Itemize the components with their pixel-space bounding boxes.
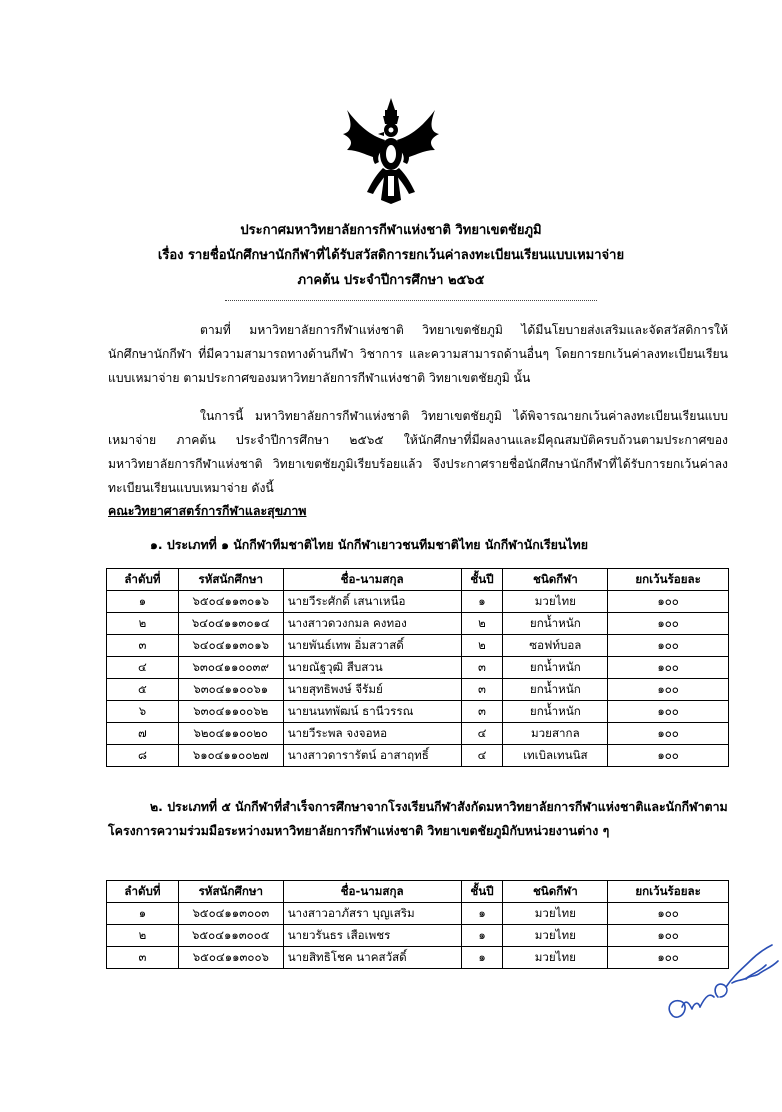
cell-order: ๘ bbox=[107, 745, 179, 767]
table-header-row bbox=[107, 569, 729, 591]
header-order: ลำดับที่ bbox=[107, 569, 179, 591]
cell-student-id: ๖๔๐๔๑๑๓๐๑๔ bbox=[178, 613, 283, 635]
cell-exemption: ๑๐๐ bbox=[608, 701, 729, 723]
table-row bbox=[107, 613, 729, 635]
cell-year: ๒ bbox=[461, 635, 503, 657]
section-2-title-text: ๒. ประเภทที่ ๕ นักกีฬาที่สำเร็จการศึกษาจากโรงเรียนกีฬาสังกัดมหาวิทยาลัยการกีฬาแห่งชาติและนักกีฬาตามโครงการความร่วมมือระหว่างมหาวิทยาลัยการกีฬาแห่งชาติ วิทยาเขตชัยภูมิกับหน่วยงานต่าง ๆ bbox=[108, 799, 728, 838]
paragraph-decision-text: ในการนี้ มหาวิทยาลัยการกีฬาแห่งชาติ วิทยาเขตชัยภูมิ ได้พิจารณายกเว้นค่าลงทะเบียนเรียนแบบเหมาจ่าย ภาคต้น ประจำปีการศึกษา ๒๕๖๕ ให้นักศึกษาที่มีผลงานและมีคุณสมบัติครบถ้วนตามประกาศของมหาวิทยาลัยการกีฬาแห่งชาติ วิทยาเขตชัยภูมิเรียบร้อยแล้ว จึงประกาศรายชื่อนักศึกษานักกีฬาที่ได้รับการยกเว้นค่าลงทะเบียนเรียนแบบเหมาจ่าย ดังนี้ bbox=[108, 409, 728, 495]
cell-order: ๑ bbox=[107, 903, 179, 925]
cell-year: ๑ bbox=[461, 591, 503, 613]
cell-order: ๖ bbox=[107, 701, 179, 723]
table-row bbox=[107, 679, 729, 701]
cell-full-name: นายวีระพล จงจอหอ bbox=[283, 723, 461, 745]
cell-exemption: ๑๐๐ bbox=[608, 903, 729, 925]
cell-sport: มวยไทย bbox=[503, 925, 608, 947]
section-1-title: ๑. ประเภทที่ ๑ นักกีฬาทีมชาติไทย นักกีฬาเยาวชนทีมชาติไทย นักกีฬานักเรียนไทย bbox=[150, 537, 588, 552]
cell-exemption: ๑๐๐ bbox=[608, 613, 729, 635]
announcement-title: ประกาศมหาวิทยาลัยการกีฬาแห่งชาติ วิทยาเขตชัยภูมิ bbox=[240, 223, 542, 238]
cell-order: ๔ bbox=[107, 657, 179, 679]
cell-order: ๒ bbox=[107, 613, 179, 635]
paragraph-intro-text: ตามที่ มหาวิทยาลัยการกีฬาแห่งชาติ วิทยาเขตชัยภูมิ ได้มีนโยบายส่งเสริมและจัดสวัสดิการให้นักศึกษานักกีฬา ที่มีความสามารถทางด้านกีฬา วิชาการ และความสามารถด้านอื่นๆ โดยการยกเว้นค่าลงทะเบียนเรียนแบบเหมาจ่าย ตามประกาศของมหาวิทยาลัยการกีฬาแห่งชาติ วิทยาเขตชัยภูมิ นั้น bbox=[108, 323, 728, 385]
cell-year: ๒ bbox=[461, 613, 503, 635]
cell-order: ๒ bbox=[107, 925, 179, 947]
cell-order: ๓ bbox=[107, 947, 179, 969]
cell-order: ๗ bbox=[107, 723, 179, 745]
cell-sport: ยกน้ำหนัก bbox=[503, 657, 608, 679]
table-row bbox=[107, 745, 729, 767]
students-table-2 bbox=[106, 880, 729, 969]
cell-sport: มวยไทย bbox=[503, 947, 608, 969]
header-year: ชั้นปี bbox=[461, 569, 503, 591]
students-table-1 bbox=[106, 568, 729, 767]
cell-full-name: นายณัฐวุฒิ สืบสวน bbox=[283, 657, 461, 679]
cell-student-id: ๖๒๐๔๑๑๐๐๒๐ bbox=[178, 723, 283, 745]
garuda-emblem-icon bbox=[341, 96, 441, 206]
cell-year: ๓ bbox=[461, 679, 503, 701]
header-student-id: รหัสนักศึกษา bbox=[178, 881, 283, 903]
cell-exemption: ๑๐๐ bbox=[608, 679, 729, 701]
header-full-name: ชื่อ-นามสกุล bbox=[283, 569, 461, 591]
cell-full-name: นายสิทธิโชค นาคสวัสดิ์ bbox=[283, 947, 461, 969]
cell-full-name: นายสุทธิพงษ์ จีรัมย์ bbox=[283, 679, 461, 701]
cell-year: ๔ bbox=[461, 745, 503, 767]
cell-student-id: ๖๕๐๔๑๑๓๐๐๓ bbox=[178, 903, 283, 925]
table-row bbox=[107, 903, 729, 925]
table-row bbox=[107, 723, 729, 745]
table-row bbox=[107, 591, 729, 613]
cell-exemption: ๑๐๐ bbox=[608, 723, 729, 745]
paragraph-intro bbox=[108, 318, 728, 390]
header-year: ชั้นปี bbox=[461, 881, 503, 903]
cell-student-id: ๖๔๐๔๑๑๓๐๑๖ bbox=[178, 635, 283, 657]
cell-sport: ซอฟท์บอล bbox=[503, 635, 608, 657]
cell-student-id: ๖๕๐๔๑๑๓๐๑๖ bbox=[178, 591, 283, 613]
table-row bbox=[107, 947, 729, 969]
cell-sport: ยกน้ำหนัก bbox=[503, 701, 608, 723]
cell-exemption: ๑๐๐ bbox=[608, 657, 729, 679]
cell-full-name: นางสาวอาภัสรา บุญเสริม bbox=[283, 903, 461, 925]
paragraph-decision bbox=[108, 404, 728, 500]
faculty-heading: คณะวิทยาศาสตร์การกีฬาและสุขภาพ bbox=[108, 503, 307, 518]
cell-exemption: ๑๐๐ bbox=[608, 925, 729, 947]
announcement-subject: เรื่อง รายชื่อนักศึกษานักกีฬาที่ได้รับสวัสดิการยกเว้นค่าลงทะเบียนเรียนแบบเหมาจ่าย bbox=[157, 248, 625, 263]
cell-full-name: นายนนทพัฒน์ ธานีวรรณ bbox=[283, 701, 461, 723]
table-row bbox=[107, 635, 729, 657]
header-sport: ชนิดกีฬา bbox=[503, 569, 608, 591]
cell-order: ๑ bbox=[107, 591, 179, 613]
cell-student-id: ๖๓๐๔๑๑๐๐๓๙ bbox=[178, 657, 283, 679]
announcement-term: ภาคต้น ประจำปีการศึกษา ๒๕๖๕ bbox=[297, 273, 485, 288]
header-exemption-percent: ยกเว้นร้อยละ bbox=[608, 881, 729, 903]
cell-exemption: ๑๐๐ bbox=[608, 745, 729, 767]
cell-student-id: ๖๕๐๔๑๑๓๐๐๖ bbox=[178, 947, 283, 969]
dotted-divider bbox=[225, 300, 597, 301]
cell-exemption: ๑๐๐ bbox=[608, 635, 729, 657]
table-row bbox=[107, 925, 729, 947]
cell-year: ๑ bbox=[461, 947, 503, 969]
cell-sport: มวยไทย bbox=[503, 591, 608, 613]
header-full-name: ชื่อ-นามสกุล bbox=[283, 881, 461, 903]
cell-sport: มวยไทย bbox=[503, 903, 608, 925]
cell-year: ๑ bbox=[461, 903, 503, 925]
cell-student-id: ๖๓๐๔๑๑๐๐๖๒ bbox=[178, 701, 283, 723]
cell-full-name: นายวีระศักดิ์ เสนาเหนือ bbox=[283, 591, 461, 613]
cell-full-name: นายวรันธร เสือเพชร bbox=[283, 925, 461, 947]
cell-sport: มวยสากล bbox=[503, 723, 608, 745]
cell-year: ๓ bbox=[461, 657, 503, 679]
cell-order: ๕ bbox=[107, 679, 179, 701]
header-exemption-percent: ยกเว้นร้อยละ bbox=[608, 569, 729, 591]
section-2-title bbox=[108, 795, 730, 843]
cell-student-id: ๖๕๐๔๑๑๓๐๐๕ bbox=[178, 925, 283, 947]
cell-full-name: นายพันธ์เทพ อิ่มสวาสดิ์ bbox=[283, 635, 461, 657]
table-row bbox=[107, 701, 729, 723]
cell-sport: ยกน้ำหนัก bbox=[503, 679, 608, 701]
handwritten-signature-icon bbox=[660, 935, 782, 1030]
cell-student-id: ๖๓๐๔๑๑๐๐๖๑ bbox=[178, 679, 283, 701]
cell-student-id: ๖๑๐๔๑๑๐๐๒๗ bbox=[178, 745, 283, 767]
header-order: ลำดับที่ bbox=[107, 881, 179, 903]
cell-year: ๓ bbox=[461, 701, 503, 723]
cell-year: ๑ bbox=[461, 925, 503, 947]
header-sport: ชนิดกีฬา bbox=[503, 881, 608, 903]
table-header-row bbox=[107, 881, 729, 903]
cell-exemption: ๑๐๐ bbox=[608, 591, 729, 613]
cell-year: ๔ bbox=[461, 723, 503, 745]
cell-sport: เทเบิลเทนนิส bbox=[503, 745, 608, 767]
header-student-id: รหัสนักศึกษา bbox=[178, 569, 283, 591]
cell-order: ๓ bbox=[107, 635, 179, 657]
cell-full-name: นางสาวดารารัตน์ อาสาฤทธิ์ bbox=[283, 745, 461, 767]
cell-full-name: นางสาวดวงกมล คงทอง bbox=[283, 613, 461, 635]
cell-sport: ยกน้ำหนัก bbox=[503, 613, 608, 635]
table-row bbox=[107, 657, 729, 679]
cell-exemption: ๑๐๐ bbox=[608, 947, 729, 969]
